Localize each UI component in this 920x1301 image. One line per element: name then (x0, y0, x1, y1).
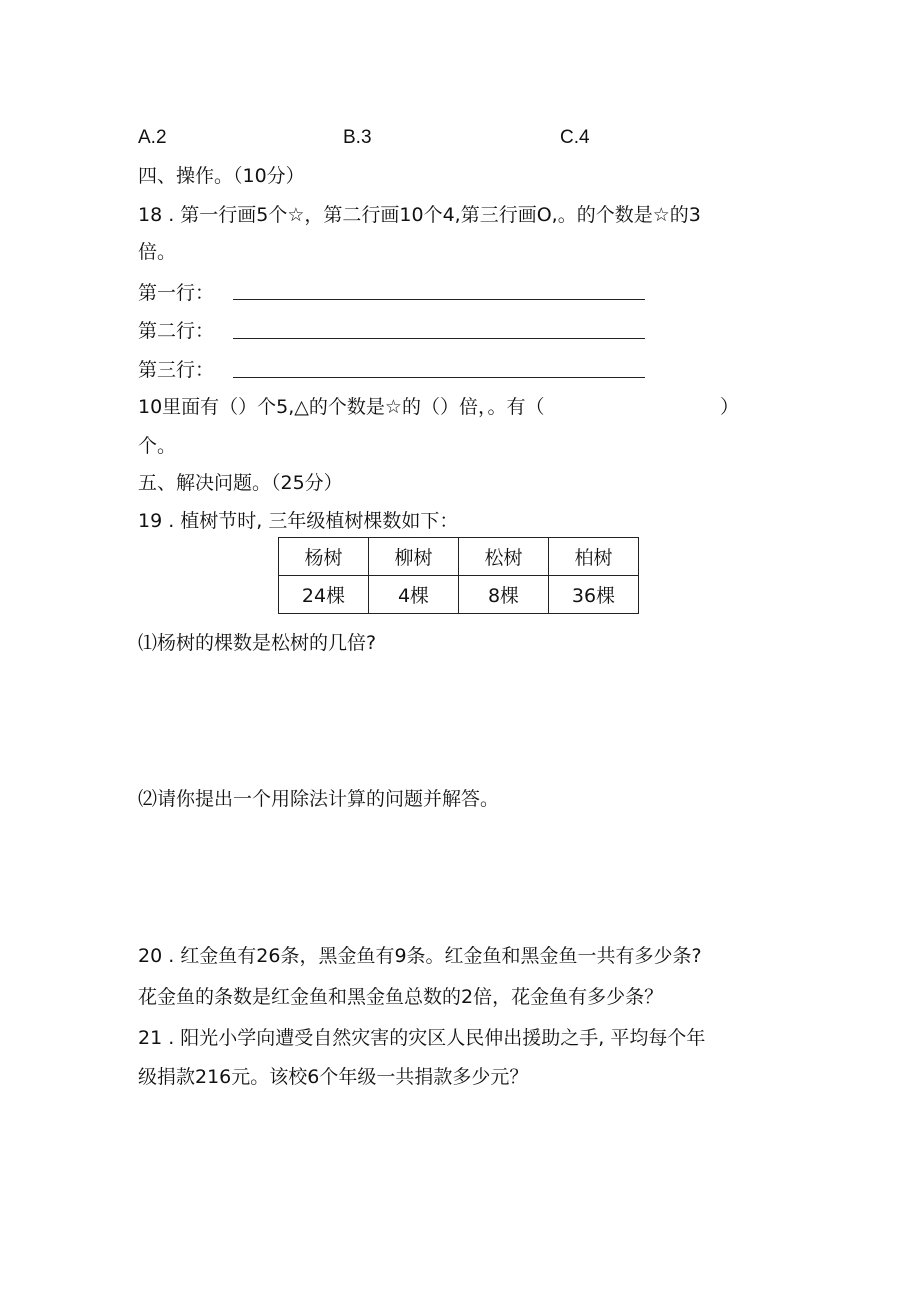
question-20-text: 20 . 红金鱼有26条，黑金鱼有9条。红金鱼和黑金鱼一共有多少条? (138, 945, 702, 967)
row-1-answer-line[interactable] (233, 299, 645, 300)
row-3-answer-line[interactable] (233, 377, 645, 378)
table-header-cell: 杨树 (279, 538, 369, 576)
table-header-cell: 柳树 (369, 538, 459, 576)
tree-count-table (278, 537, 639, 614)
table-row (279, 576, 639, 614)
section-4-heading: 四、操作。（10分） (138, 165, 305, 187)
row-2-label: 第二行： (138, 320, 215, 342)
question-20-text-continued: 花金鱼的条数是红金鱼和黑金鱼总数的2倍，花金鱼有多少条？ (138, 986, 664, 1008)
question-18-text: 18 . 第一行画5个☆，第二行画10个4,第三行画O,。的个数是☆的3 (138, 204, 701, 226)
question-19-part-2: ⑵请你提出一个用除法计算的问题并解答。 (138, 788, 500, 810)
question-19-part-1: ⑴杨树的棵数是松树的几倍? (138, 632, 377, 654)
table-cell: 24棵 (279, 576, 369, 614)
question-21-text-continued: 级捐款216元。该校6个年级一共捐款多少元？ (138, 1066, 529, 1088)
section-5-heading: 五、解决问题。（25分） (138, 472, 343, 494)
question-21-text: 21 . 阳光小学向遭受自然灾害的灾区人民伸出援助之手, 平均每个年 (138, 1027, 706, 1049)
question-19-intro: 19 . 植树节时, 三年级植树棵数如下： (138, 510, 459, 532)
fill-blank-text-continued: 个。 (138, 435, 177, 457)
table-cell: 8棵 (459, 576, 549, 614)
table-cell: 4棵 (369, 576, 459, 614)
option-c: C.4 (560, 127, 590, 148)
fill-blank-close-paren: ） (720, 396, 740, 418)
fill-blank-text: 10里面有（）个5,△的个数是☆的（）倍，。有（ (138, 396, 545, 418)
row-1-label: 第一行： (138, 282, 215, 304)
row-3-label: 第三行： (138, 359, 215, 381)
option-b: B.3 (343, 127, 372, 148)
table-header-cell: 松树 (459, 538, 549, 576)
question-18-text-continued: 倍。 (138, 241, 177, 263)
table-header-row (279, 538, 639, 576)
table-cell: 36棵 (549, 576, 639, 614)
table-header-cell: 柏树 (549, 538, 639, 576)
row-2-answer-line[interactable] (233, 338, 645, 339)
option-a: A.2 (138, 127, 167, 148)
